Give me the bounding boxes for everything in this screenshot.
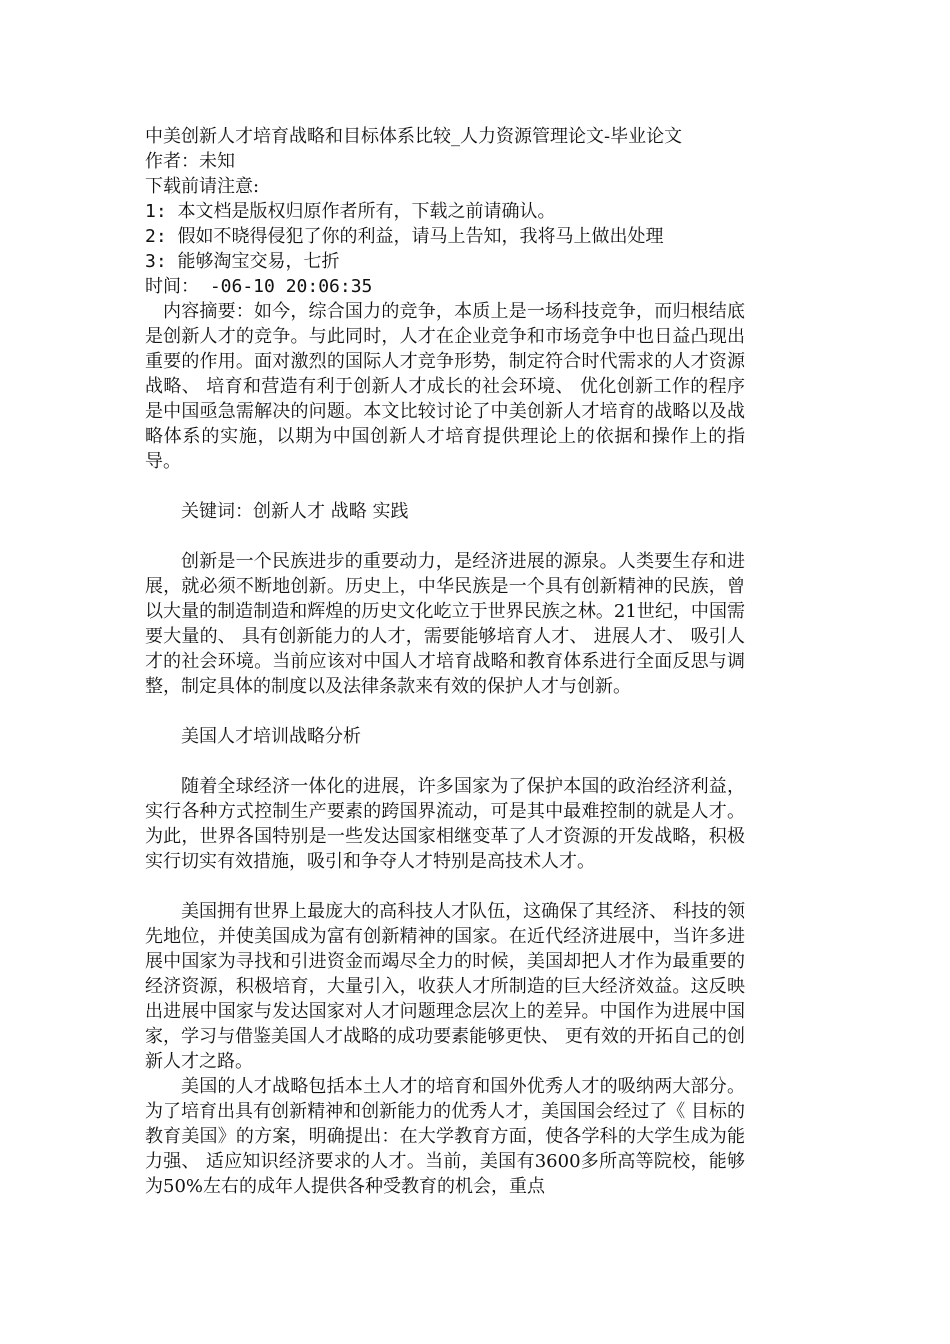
body-paragraph-3: 美国拥有世界上最庞大的高科技人才队伍，这确保了其经济、 科技的领先地位，并使美国成为富有创新精神的国家。在近代经济进展中，当许多进展中国家为寻找和引进资金而竭尽全力的时候，美国却把人才作为最重要的经济资源，积极培育，大量引入，收获人才所制造的巨大经济效益。这反映出进展中国家与发达国家对人才问题理念层次上的差异。中国作为进展中国家，学习与借鉴美国人才战略的成功要素能够更快、 更有效的开拓自己的创新人才之路。 bbox=[145, 901, 745, 1072]
author-line: 作者：未知 bbox=[145, 151, 235, 172]
abstract-paragraph: 内容摘要：如今，综合国力的竞争，本质上是一场科技竞争，而归根结底是创新人才的竞争。与此同时，人才在企业竞争和市场竞争中也日益凸现出重要的作用。面对激烈的国际人才竞争形势，制定符合时代需求的人才资源战略、 培育和营造有利于创新人才成长的社会环境、 优化创新工作的程序是中国亟急需解决的问题。本文比较讨论了中美创新人才培育的战略以及战略体系的实施，以期为中国创新人才培育提供理论上的依据和操作上的指导。 bbox=[145, 301, 745, 472]
notice-item-3: 3: 能够淘宝交易，七折 bbox=[145, 251, 340, 272]
body-paragraph-1: 创新是一个民族进步的重要动力，是经济进展的源泉。人类要生存和进展，就必须不断地创新。历史上，中华民族是一个具有创新精神的民族，曾以大量的制造制造和辉煌的历史文化屹立于世界民族之林。21世纪，中国需要大量的、 具有创新能力的人才，需要能够培育人才、 进展人才、 吸引人才的社会环境。当前应该对中国人才培育战略和教育体系进行全面反思与调整，制定具体的制度以及法律条款来有效的保护人才与创新。 bbox=[145, 551, 745, 697]
body-paragraph-4: 美国的人才战略包括本土人才的培育和国外优秀人才的吸纳两大部分。为了培育出具有创新精神和创新能力的优秀人才，美国国会经过了《 目标的教育美国》的方案，明确提出：在大学教育方面，使各学科的大学生成为能力强、 适应知识经济要求的人才。当前，美国有3600多所高等院校，能够为50%左右的成年人提供各种受教育的机会，重点 bbox=[145, 1076, 745, 1197]
body-paragraph-2: 随着全球经济一体化的进展，许多国家为了保护本国的政治经济利益，实行各种方式控制生产要素的跨国界流动，可是其中最难控制的就是人才。为此，世界各国特别是一些发达国家相继变革了人才资源的开发战略，积极实行切实有效措施，吸引和争夺人才特别是高技术人才。 bbox=[145, 776, 745, 872]
document-page bbox=[145, 124, 745, 1199]
keywords-line: 关键词：创新人才 战略 实践 bbox=[181, 501, 409, 522]
notice-heading: 下载前请注意: bbox=[145, 176, 260, 197]
notice-item-2: 2: 假如不晓得侵犯了你的利益，请马上告知，我将马上做出处理 bbox=[145, 226, 664, 247]
notice-item-1: 1: 本文档是版权归原作者所有，下载之前请确认。 bbox=[145, 201, 556, 222]
time-line: 时间： -06-10 20:06:35 bbox=[145, 276, 373, 297]
document-title: 中美创新人才培育战略和目标体系比较_人力资源管理论文-毕业论文 bbox=[145, 126, 683, 147]
section-heading: 美国人才培训战略分析 bbox=[181, 726, 361, 747]
